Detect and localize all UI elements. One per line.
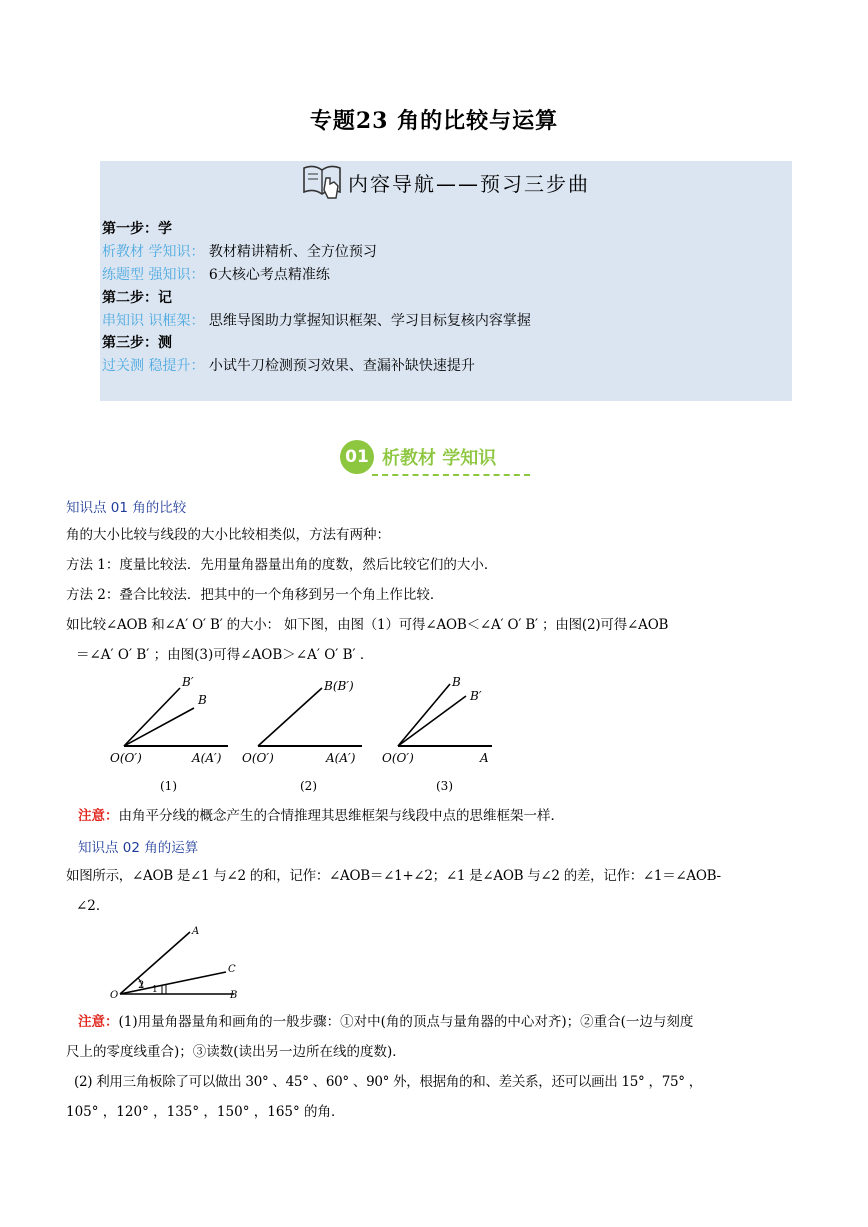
label-B-prime: B′ xyxy=(182,675,194,689)
paragraph-line: 105° ，120° ，135° ，150° ，165° 的角． xyxy=(66,1104,345,1120)
step-item-text: 6大核心考点精准练 xyxy=(208,267,330,283)
label-B: B xyxy=(230,990,238,1001)
section-underline xyxy=(372,474,530,476)
ray-OB xyxy=(124,708,194,746)
label-A: A(A′) xyxy=(192,751,222,765)
angle-sum-figure xyxy=(108,922,258,1004)
label-A: A(A′) xyxy=(326,751,356,765)
paragraph-line: ∠2． xyxy=(76,898,110,914)
paragraph-line: (2) 利用三角板除了可以做出 30° 、45° 、60° 、90° 外，根据角的和、差关系，还可以画出 15° ，75° ， xyxy=(74,1074,702,1090)
label-B: B xyxy=(452,675,461,689)
label-O: O(O′) xyxy=(382,751,414,765)
note-text: (1)用量角器量角和画角的一般步骤：①对中(角的顶点与量角器的中心对齐)；②重合(一边与刻度 xyxy=(118,1014,694,1030)
step-item xyxy=(102,241,377,263)
note xyxy=(78,806,564,826)
paragraph-line: 方法 1：度量比较法．先用量角器量出角的度数，然后比较它们的大小． xyxy=(66,557,498,573)
step-item xyxy=(102,310,531,332)
label-O: O(O′) xyxy=(242,751,274,765)
ray-OC xyxy=(120,972,226,994)
label-angle-2: 2 xyxy=(138,980,145,991)
label-A: A xyxy=(480,751,489,765)
step-heading: 第一步：学 xyxy=(102,221,172,237)
ray-OB xyxy=(258,688,322,746)
knowledge-point-title: 知识点 01 角的比较 xyxy=(66,500,187,516)
ray-OB-prime xyxy=(398,696,466,746)
paragraph-line: ＝∠A′ O′ B′ ；由图(3)可得∠AOB＞∠A′ O′ B′ ． xyxy=(76,647,374,663)
paragraph-line: 角的大小比较与线段的大小比较相类似，方法有两种： xyxy=(66,527,390,543)
angle-figure-2 xyxy=(240,670,370,795)
section-badge xyxy=(340,440,496,474)
note-label: 注意： xyxy=(78,808,119,824)
label-angle-1: 1 xyxy=(152,985,158,995)
angle-figure-3 xyxy=(380,670,510,795)
label-A: A xyxy=(192,926,200,937)
label-O: O xyxy=(110,990,119,1001)
step-item-accent: 过关测 稳提升： xyxy=(102,358,205,374)
nav-title: 内容导航——预习三步曲 xyxy=(348,171,590,196)
ray-OB xyxy=(398,684,450,746)
paragraph-line: 方法 2：叠合比较法．把其中的一个角移到另一个角上作比较． xyxy=(66,587,444,603)
label-B-prime: B′ xyxy=(470,689,482,703)
knowledge-point-title: 知识点 02 角的运算 xyxy=(78,840,199,856)
nav-header xyxy=(300,160,590,204)
label-B: B xyxy=(198,693,207,707)
paragraph-line: 如图所示，∠AOB 是∠1 与∠2 的和，记作：∠AOB＝∠1+∠2；∠1 是∠AOB 与∠2 的差，记作：∠1＝∠AOB- xyxy=(66,868,721,884)
section-number: 01 xyxy=(340,440,374,474)
section-label: 析教材 学知识 xyxy=(382,448,497,469)
book-pointer-icon xyxy=(300,160,344,204)
step-heading: 第二步：记 xyxy=(102,290,172,306)
paragraph-line: 如比较∠AOB 和∠A′ O′ B′ 的大小： 如下图，由图（1）可得∠AOB＜∠A′ O′ B′ ；由图(2)可得∠AOB xyxy=(66,617,669,633)
label-O: O(O′) xyxy=(110,751,142,765)
step-item xyxy=(102,355,475,377)
page-title: 专题23 角的比较与运算 xyxy=(309,108,559,134)
note-label: 注意： xyxy=(78,1014,119,1030)
ray-OB-prime xyxy=(124,688,180,746)
note xyxy=(78,1012,693,1032)
angle-figure-1 xyxy=(108,670,238,795)
step-heading: 第三步：测 xyxy=(102,335,172,351)
label-B: B(B′) xyxy=(324,679,354,693)
paragraph-line: 尺上的零度线重合)；③读数(读出另一边所在线的度数)． xyxy=(66,1044,406,1060)
step-item-accent: 析教材 学知识： xyxy=(102,244,205,260)
figure-caption: (1) xyxy=(160,779,177,793)
step-item xyxy=(102,264,330,286)
figure-caption: (3) xyxy=(436,779,453,793)
label-C: C xyxy=(228,964,236,975)
step-item-accent: 串知识 识框架： xyxy=(102,313,205,329)
note-text: 由角平分线的概念产生的合情推理其思维框架与线段中点的思维框架一样． xyxy=(118,808,564,824)
figure-caption: (2) xyxy=(300,779,317,793)
step-item-text: 思维导图助力掌握知识框架、学习目标复核内容掌握 xyxy=(208,313,531,329)
step-item-text: 小试牛刀检测预习效果、查漏补缺快速提升 xyxy=(208,358,475,374)
step-item-accent: 练题型 强知识： xyxy=(102,267,205,283)
step-item-text: 教材精讲精析、全方位预习 xyxy=(208,244,377,260)
